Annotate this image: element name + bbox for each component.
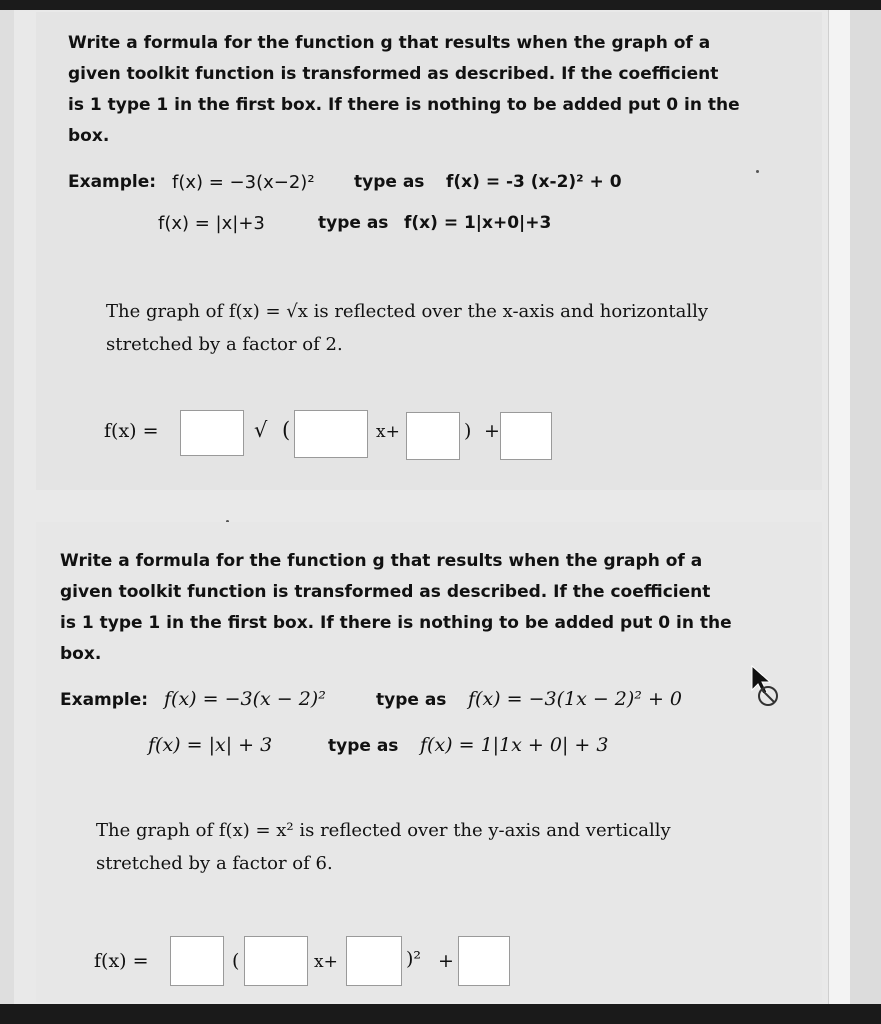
q2-x-plus-label: x+ <box>314 952 338 972</box>
q1-instruction-line: given toolkit function is transformed as described. If the coefficient <box>68 64 719 84</box>
q2-fx-label: f(x) = <box>94 950 149 972</box>
q1-plus-sign: + <box>484 420 500 442</box>
q2-instruction-line: box. <box>60 644 102 664</box>
left-edge <box>0 10 14 1004</box>
q1-example1-typeas: type as <box>354 172 425 192</box>
q1-example1-answer: f(x) = -3 (x-2)² + 0 <box>446 172 622 192</box>
q1-problem-line: The graph of f(x) = √x is reflected over the x-axis and horizontally <box>106 301 709 322</box>
q2-instruction-line: Write a formula for the function g that results when the graph of a <box>60 551 703 571</box>
q2-plus-sign: + <box>438 950 454 972</box>
q1-coefficient-input[interactable] <box>180 410 244 456</box>
separator-dot <box>756 170 759 173</box>
question-card-1 <box>36 12 822 490</box>
q2-example1-typeas: type as <box>376 690 447 710</box>
q2-example-label: Example: <box>60 690 149 710</box>
right-scroll-gutter[interactable] <box>828 10 851 1004</box>
q2-example2-formula: f(x) = |x| + 3 <box>148 734 273 756</box>
question-card-2 <box>36 522 822 1002</box>
bottom-bezel <box>0 1004 881 1024</box>
q1-close-paren: ) <box>464 420 472 442</box>
q2-inner-shift-input[interactable] <box>346 936 402 986</box>
q2-example1-answer: f(x) = −3(1x − 2)² + 0 <box>468 688 683 710</box>
q2-instruction-line: is 1 type 1 in the first box. If there is nothing to be added put 0 in the <box>60 613 732 633</box>
q2-close-paren-squared: )² <box>406 948 422 970</box>
q1-instructions <box>68 28 788 152</box>
right-edge <box>850 10 881 1004</box>
q2-open-paren: ( <box>232 950 240 972</box>
q1-x-coefficient-input[interactable] <box>294 410 368 458</box>
q1-instruction-line: Write a formula for the function g that results when the graph of a <box>68 33 711 53</box>
q1-example2-answer: f(x) = 1|x+0|+3 <box>404 213 552 233</box>
q2-example2-answer: f(x) = 1|1x + 0| + 3 <box>420 734 609 756</box>
mouse-cursor-icon <box>748 664 784 714</box>
q1-inner-shift-input[interactable] <box>406 412 460 460</box>
q1-outer-shift-input[interactable] <box>500 412 552 460</box>
q2-example2-typeas: type as <box>328 736 399 756</box>
q2-outer-shift-input[interactable] <box>458 936 510 986</box>
q1-instruction-line: box. <box>68 126 110 146</box>
q1-open-paren: ( <box>282 418 291 442</box>
q1-example2-typeas: type as <box>318 213 389 233</box>
q1-sqrt-symbol: √ <box>254 418 268 442</box>
q1-example1-formula: f(x) = −3(x−2)² <box>172 172 315 193</box>
q2-instructions <box>60 546 780 670</box>
q1-example-label: Example: <box>68 172 157 192</box>
q1-example2-formula: f(x) = |x|+3 <box>158 213 265 234</box>
q1-instruction-line: is 1 type 1 in the first box. If there is nothing to be added put 0 in the <box>68 95 740 115</box>
q2-x-coefficient-input[interactable] <box>244 936 308 986</box>
top-bezel <box>0 0 881 10</box>
q2-problem-line: stretched by a factor of 6. <box>96 853 333 874</box>
q2-example1-formula: f(x) = −3(x − 2)² <box>164 688 326 710</box>
q2-coefficient-input[interactable] <box>170 936 224 986</box>
q2-problem-line: The graph of f(x) = x² is reflected over the y-axis and vertically <box>96 820 671 841</box>
q1-fx-label: f(x) = <box>104 420 159 442</box>
q2-instruction-line: given toolkit function is transformed as described. If the coefficient <box>60 582 711 602</box>
q1-x-plus-label: x+ <box>376 422 400 442</box>
q1-problem-line: stretched by a factor of 2. <box>106 334 343 355</box>
q2-problem-statement <box>96 814 671 880</box>
q1-problem-statement <box>106 295 708 361</box>
